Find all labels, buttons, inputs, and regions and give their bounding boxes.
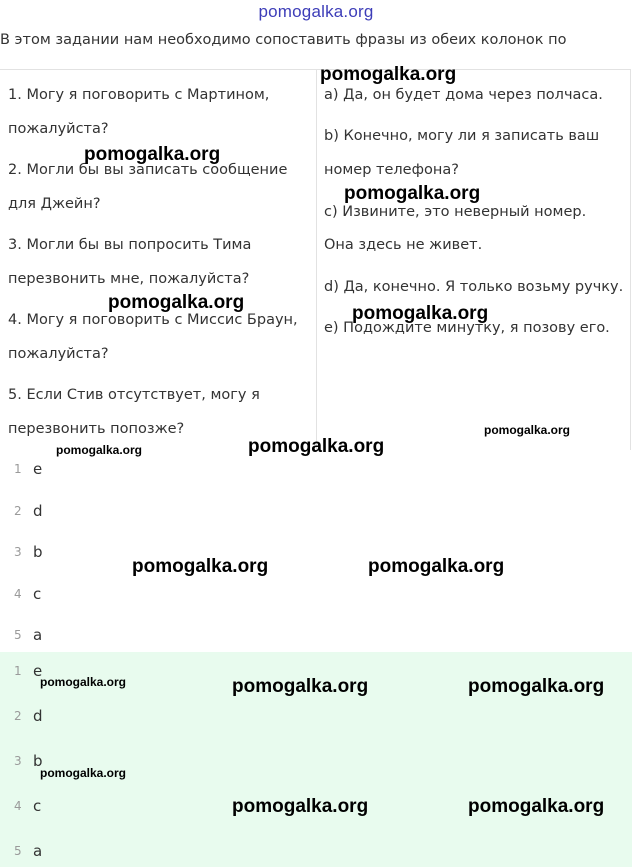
answer-number: 5: [14, 628, 22, 642]
answer-number: 1: [14, 462, 22, 476]
answer-row: [0, 628, 200, 648]
watermark: pomogalka.org: [468, 676, 605, 697]
right-line: a) Да, он будет дома через полчаса.: [324, 87, 603, 103]
answer-value: b: [33, 752, 43, 770]
answer-number: 2: [14, 709, 22, 723]
answer-row: [0, 462, 200, 482]
answer-row: [0, 709, 200, 729]
answer-row: [0, 844, 200, 864]
right-line: e) Подождите минутку, я позову его.: [324, 320, 610, 336]
left-line: перезвонить попозже?: [8, 421, 185, 437]
answer-row: [0, 587, 200, 607]
answer-value: e: [33, 662, 43, 680]
left-line: перезвонить мне, пожалуйста?: [8, 271, 250, 287]
answer-value: a: [33, 842, 43, 860]
watermark: pomogalka.org: [132, 556, 269, 577]
watermark: pomogalka.org: [468, 796, 605, 817]
site-header: [0, 0, 632, 26]
answer-value: a: [33, 626, 43, 644]
answer-number: 4: [14, 799, 22, 813]
watermark: pomogalka.org: [248, 436, 385, 457]
left-line: 4. Могу я поговорить с Миссис Браун,: [8, 312, 298, 328]
answer-list: [0, 450, 632, 652]
watermark: pomogalka.org: [84, 144, 221, 165]
watermark: pomogalka.org: [40, 675, 127, 689]
left-line: 5. Если Стив отсутствует, могу я: [8, 387, 260, 403]
matching-table: [0, 69, 631, 451]
right-line: d) Да, конечно. Я только возьму ручку.: [324, 279, 624, 295]
left-line: 3. Могли бы вы попросить Тима: [8, 237, 252, 253]
watermark: pomogalka.org: [40, 766, 127, 780]
answer-number: 3: [14, 754, 22, 768]
watermark: pomogalka.org: [108, 292, 245, 313]
answer-value: c: [33, 585, 42, 603]
answer-value: c: [33, 797, 42, 815]
answer-value: e: [33, 460, 43, 478]
answer-number: 2: [14, 504, 22, 518]
site-logo[interactable]: pomogalka.org: [258, 2, 374, 21]
watermark: pomogalka.org: [320, 64, 457, 85]
answer-value: d: [33, 502, 43, 520]
watermark: pomogalka.org: [56, 443, 143, 457]
answer-row: [0, 504, 200, 524]
watermark: pomogalka.org: [232, 676, 369, 697]
left-line: пожалуйста?: [8, 121, 109, 137]
left-line: пожалуйста?: [8, 346, 109, 362]
answer-number: 5: [14, 844, 22, 858]
right-line: Она здесь не живет.: [324, 237, 483, 253]
right-line: c) Извините, это неверный номер.: [324, 204, 587, 220]
watermark: pomogalka.org: [368, 556, 505, 577]
intro-text: В этом задании нам необходимо сопоставить фразы из обеих колонок по: [0, 32, 567, 48]
column-divider: [316, 70, 317, 451]
right-line: номер телефона?: [324, 162, 459, 178]
watermark: pomogalka.org: [484, 423, 571, 437]
right-line: b) Конечно, могу ли я записать ваш: [324, 128, 600, 144]
answer-value: d: [33, 707, 43, 725]
answer-value: b: [33, 543, 43, 561]
answer-row: [0, 799, 200, 819]
watermark: pomogalka.org: [344, 183, 481, 204]
left-line: для Джейн?: [8, 196, 101, 212]
answer-number: 4: [14, 587, 22, 601]
answer-number: 3: [14, 545, 22, 559]
watermark: pomogalka.org: [232, 796, 369, 817]
answer-number: 1: [14, 664, 22, 678]
left-line: 1. Могу я поговорить с Мартином,: [8, 87, 270, 103]
watermark: pomogalka.org: [352, 303, 489, 324]
left-line: 2. Могли бы вы записать сообщение: [8, 162, 288, 178]
